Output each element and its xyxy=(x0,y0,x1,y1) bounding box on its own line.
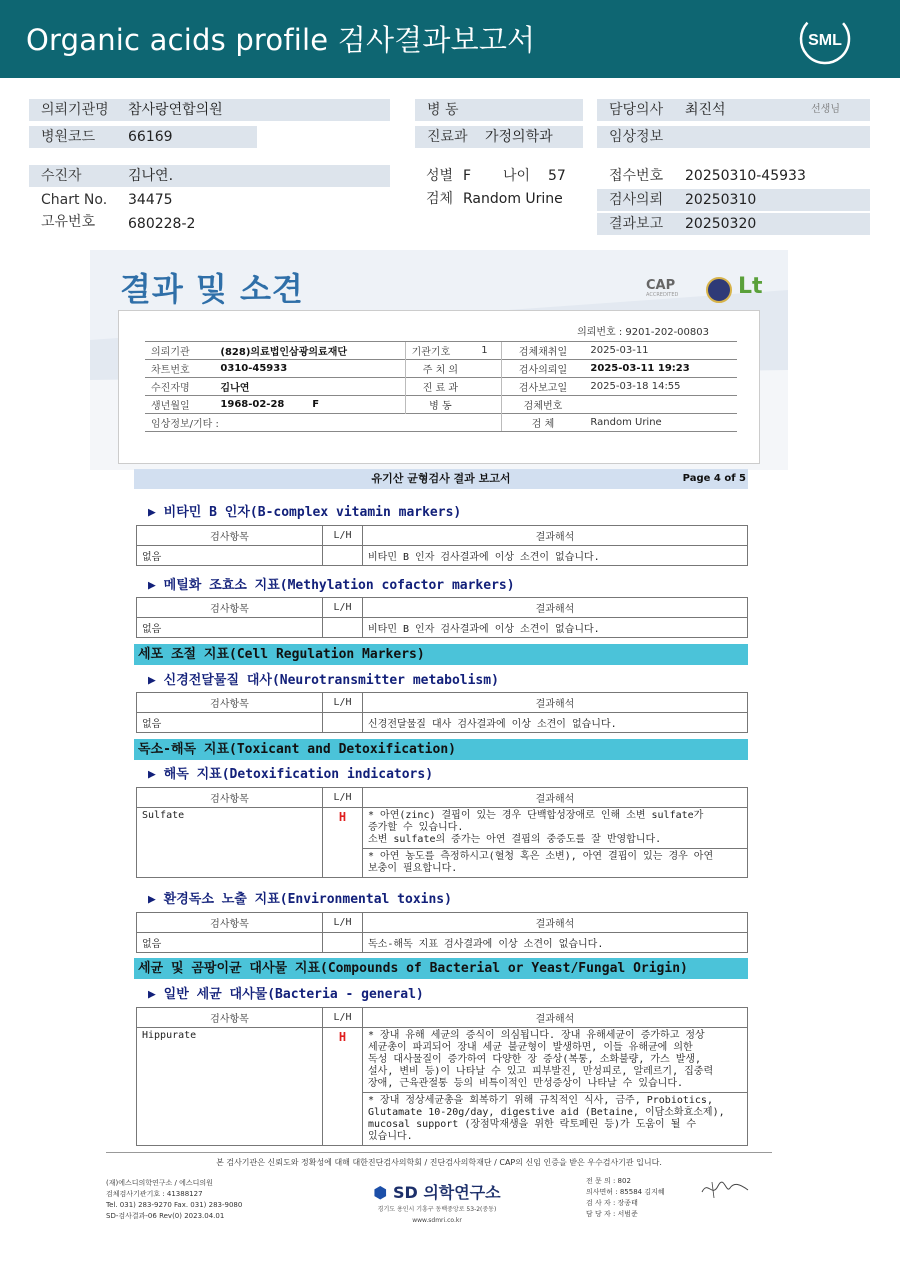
info-cell xyxy=(214,396,405,414)
lh-cell xyxy=(323,618,363,638)
clinical-info-field xyxy=(597,126,870,148)
section-heading: ▶ 신경전달물질 대사(Neurotransmitter metabolism) xyxy=(148,673,499,688)
item-cell: 없음 xyxy=(137,546,323,566)
report-bar-title xyxy=(134,469,748,489)
header-item: 검사항목 xyxy=(137,693,323,713)
info-cell: 2025-03-11 19:23 xyxy=(584,360,737,378)
info-cell: 검사보고일 xyxy=(501,378,584,396)
header-item: 검사항목 xyxy=(137,526,323,546)
section-heading: ▶ 해독 지표(Detoxification indicators) xyxy=(148,767,434,782)
age-value: 57 xyxy=(548,168,566,184)
signature-image xyxy=(700,1178,750,1200)
clinical-info-label: 임상정보 xyxy=(609,129,664,145)
info-cell: 검체채취일 xyxy=(501,342,584,360)
footer-brand-text: SD 의학연구소 xyxy=(392,1183,501,1202)
item-cell: 없음 xyxy=(137,713,323,733)
header-interp: 결과해석 xyxy=(363,788,748,808)
info-cell: 기관기호 xyxy=(405,342,475,360)
header-interp: 결과해석 xyxy=(363,526,748,546)
footer-signatories xyxy=(586,1176,665,1220)
bar-title-text: 유기산 균형검사 결과 보고서 xyxy=(371,472,511,485)
item-cell: 없음 xyxy=(137,618,323,638)
info-cell: 진 료 과 xyxy=(405,378,475,396)
footer-line: 전 문 의 : 802 xyxy=(586,1177,631,1185)
interp-line: 설사, 변비 등)이 나타날 수 있고 피부발진, 만성피로, 알레르기, 집중력 xyxy=(368,1066,714,1077)
interp-line: 세균총이 파괴되어 장내 세균 불균형이 발생하면, 이들 유해균에 의한 xyxy=(368,1042,693,1053)
doctor-label: 담당의사 xyxy=(609,102,664,118)
info-cell: 수진자명 xyxy=(145,378,214,396)
result-table xyxy=(136,912,748,953)
item-cell: 없음 xyxy=(137,933,323,953)
info-cell: Random Urine xyxy=(584,414,737,432)
cap-logo: CAP xyxy=(646,278,676,293)
requesting-org-value: 참사랑연합의원 xyxy=(128,102,223,118)
header-item: 검사항목 xyxy=(137,598,323,618)
result-table xyxy=(136,525,748,566)
header-interp: 결과해석 xyxy=(363,913,748,933)
info-cell: 김나연 xyxy=(214,378,405,396)
interp-line: * 장내 정상세균총을 회복하기 위해 규칙적인 식사, 금주, Probiotics, xyxy=(368,1095,713,1106)
patient-field xyxy=(29,165,390,187)
category-bar: 세포 조절 지표(Cell Regulation Markers) xyxy=(134,644,748,665)
sex-mark: F xyxy=(312,399,320,410)
info-row xyxy=(145,378,737,396)
info-cell: 2025-03-18 14:55 xyxy=(584,378,737,396)
report-date-field xyxy=(597,213,870,235)
interp-cell xyxy=(363,1028,748,1093)
interp-line: 증가할 수 있습니다. xyxy=(368,822,464,833)
header-lh: L/H xyxy=(323,693,363,713)
department-field xyxy=(415,126,583,148)
receipt-value: 20250310-45933 xyxy=(685,168,806,184)
info-cell: 임상정보/기타 : xyxy=(145,414,405,432)
header-item: 검사항목 xyxy=(137,1008,323,1028)
result-table xyxy=(136,1007,748,1146)
info-cell: 1 xyxy=(475,342,501,360)
chart-label: Chart No. xyxy=(41,192,108,208)
header-lh: L/H xyxy=(323,788,363,808)
header-lh: L/H xyxy=(323,913,363,933)
header-lh: L/H xyxy=(323,598,363,618)
interp-cell: 신경전달물질 대사 검사결과에 이상 소견이 없습니다. xyxy=(363,713,748,733)
report-value: 20250320 xyxy=(685,216,757,232)
info-cell: 생년월일 xyxy=(145,396,214,414)
header-banner xyxy=(0,0,900,78)
info-cell: 2025-03-11 xyxy=(584,342,737,360)
sml-logo-icon xyxy=(798,12,852,66)
birth-date: 1968-02-28 xyxy=(220,399,285,410)
table-row xyxy=(137,618,748,638)
table-header-row xyxy=(137,526,748,546)
interp-cell: 비타민 B 인자 검사결과에 이상 소견이 없습니다. xyxy=(363,618,748,638)
lab-logo: Lt xyxy=(738,274,763,299)
info-cell xyxy=(584,396,737,414)
report-label: 결과보고 xyxy=(609,216,664,232)
info-cell: 0310-45933 xyxy=(214,360,405,378)
footer-line: Tel. 031) 283-9270 Fax. 031) 283-9080 xyxy=(106,1201,243,1209)
header-item: 검사항목 xyxy=(137,913,323,933)
header-interp: 결과해석 xyxy=(363,693,748,713)
doctor-suffix: 선생님 xyxy=(811,104,840,115)
lh-cell: H xyxy=(323,808,363,878)
table-row xyxy=(137,808,748,849)
requesting-org-label: 의뢰기관명 xyxy=(41,102,109,118)
lh-cell xyxy=(323,546,363,566)
interp-line: Glutamate 10-20g/day, digestive aid (Betaine, 이담소화효소제), xyxy=(368,1107,725,1118)
footer-brand-block xyxy=(362,1180,512,1225)
section-heading: ▶ 메틸화 조효소 지표(Methylation cofactor markers) xyxy=(148,578,515,593)
info-row xyxy=(145,414,737,432)
footer-line: SD-검사결과-06 Rev(0) 2023.04.01 xyxy=(106,1212,225,1220)
interp-cell xyxy=(363,1093,748,1146)
table-header-row xyxy=(137,1008,748,1028)
table-header-row xyxy=(137,598,748,618)
department-value: 가정의학과 xyxy=(485,129,553,145)
section-heading: ▶ 비타민 B 인자(B-complex vitamin markers) xyxy=(148,505,462,520)
ward-label: 병 동 xyxy=(427,102,459,118)
request-label: 검사의뢰 xyxy=(609,192,664,208)
footer-brand xyxy=(362,1180,512,1203)
request-date-field xyxy=(597,189,870,211)
report-title: 결과 및 소견 xyxy=(120,270,304,308)
table-row xyxy=(137,1028,748,1093)
specimen-value: Random Urine xyxy=(463,191,563,207)
footer-line: 담 당 자 : 서범준 xyxy=(586,1210,638,1218)
specimen-info-box xyxy=(118,310,760,464)
unique-value: 680228-2 xyxy=(128,216,196,232)
interp-line: * 아연 농도를 측정하시고(혈청 혹은 소변), 아연 결핍이 있는 경우 아연 xyxy=(368,851,714,862)
footer-line: 검 사 자 : 장종태 xyxy=(586,1199,638,1207)
footer-address: 경기도 용인시 기흥구 동백중앙로 53-2(중동) xyxy=(377,1206,497,1213)
request-number: 의뢰번호 : 9201-202-00803 xyxy=(577,327,709,338)
interp-line: mucosal support (장점막재생을 위한 락토페린 등)가 도움이 될 수 xyxy=(368,1119,697,1130)
category-bar: 독소-해독 지표(Toxicant and Detoxification) xyxy=(134,739,748,760)
svg-text:SML: SML xyxy=(808,32,842,49)
sd-logo-icon: ⬢ xyxy=(373,1183,388,1202)
info-cell: 검사의뢰일 xyxy=(501,360,584,378)
lh-cell: H xyxy=(323,1028,363,1146)
footer-line: 의사면허 : 85584 김지혜 xyxy=(586,1188,665,1196)
info-cell: 의뢰기관 xyxy=(145,342,214,360)
info-cell: 차트번호 xyxy=(145,360,214,378)
requesting-org-field xyxy=(29,99,390,121)
item-cell: Sulfate xyxy=(137,808,323,878)
interp-cell xyxy=(363,849,748,878)
info-row xyxy=(145,342,737,360)
sex-value: F xyxy=(463,168,472,184)
page-title: Organic acids profile 검사결과보고서 xyxy=(26,23,536,57)
hospital-code-value: 66169 xyxy=(128,129,173,145)
receipt-label: 접수번호 xyxy=(609,168,664,184)
item-cell: Hippurate xyxy=(137,1028,323,1146)
category-bar: 세균 및 곰팡이균 대사물 지표(Compounds of Bacterial or Yeast/Fungal Origin) xyxy=(134,958,748,979)
department-label: 진료과 xyxy=(427,129,468,145)
footer-lab-info xyxy=(106,1178,242,1222)
interp-cell xyxy=(363,808,748,849)
info-cell xyxy=(475,360,501,378)
result-table xyxy=(136,787,748,878)
table-row xyxy=(137,933,748,953)
section-heading: ▶ 일반 세균 대사물(Bacteria - general) xyxy=(148,987,424,1002)
info-row xyxy=(145,360,737,378)
info-cell xyxy=(475,396,501,414)
section-heading: ▶ 환경독소 노출 지표(Environmental toxins) xyxy=(148,892,452,907)
footer-line: (재)에스디의학연구소 / 에스디의원 xyxy=(106,1179,213,1187)
table-row xyxy=(137,546,748,566)
footer-divider xyxy=(106,1152,772,1153)
sex-label: 성별 xyxy=(426,168,454,184)
ward-field xyxy=(415,99,583,121)
cap-accredited: ACCREDITED xyxy=(646,292,679,298)
header-interp: 결과해석 xyxy=(363,598,748,618)
patient-value: 김나연. xyxy=(128,168,174,184)
footer-disclaimer: 본 검사기관은 신뢰도와 정확성에 대해 대한진단검사의학회 / 진단검사의학재단 / CAP의 신임 인증을 받은 우수검사기관 입니다. xyxy=(216,1158,662,1167)
specimen-label: 검체 xyxy=(426,191,454,207)
patient-label: 수진자 xyxy=(41,168,82,184)
specimen-info-table xyxy=(145,341,737,432)
request-value: 20250310 xyxy=(685,192,757,208)
result-table xyxy=(136,692,748,733)
footer-line: 검체검사기관기호 : 41388127 xyxy=(106,1190,203,1198)
lh-cell xyxy=(323,933,363,953)
result-table xyxy=(136,597,748,638)
info-row xyxy=(145,396,737,414)
info-cell: 검 체 xyxy=(501,414,584,432)
table-header-row xyxy=(137,913,748,933)
info-cell xyxy=(475,378,501,396)
interp-line: * 아연(zinc) 결핍이 있는 경우 단백합성장애로 인해 소변 sulfate가 xyxy=(368,810,704,821)
interp-line: 장애, 근육관절통 등의 비특이적인 만성증상이 나타날 수 있습니다. xyxy=(368,1078,684,1089)
hospital-code-label: 병원코드 xyxy=(41,129,96,145)
age-label: 나이 xyxy=(503,168,531,184)
interp-line: 보충이 필요합니다. xyxy=(368,863,458,874)
table-row xyxy=(137,713,748,733)
table-header-row xyxy=(137,788,748,808)
info-cell xyxy=(405,414,501,432)
unique-label: 고유번호 xyxy=(41,214,96,230)
header-lh: L/H xyxy=(323,1008,363,1028)
chart-value: 34475 xyxy=(128,192,173,208)
interp-line: * 장내 유해 세균의 증식이 의심됩니다. 장내 유해세균이 증가하고 정상 xyxy=(368,1030,705,1041)
interp-line: 소변 sulfate의 증가는 아연 결핍의 중증도를 잘 반영합니다. xyxy=(368,834,662,845)
interp-cell: 비타민 B 인자 검사결과에 이상 소견이 없습니다. xyxy=(363,546,748,566)
doctor-value: 최진석 xyxy=(685,102,726,118)
report-page xyxy=(90,250,788,1265)
header-lh: L/H xyxy=(323,526,363,546)
info-cell: 주 치 의 xyxy=(405,360,475,378)
page-number: Page 4 of 5 xyxy=(682,473,746,484)
header-item: 검사항목 xyxy=(137,788,323,808)
footer-website: www.sdmri.co.kr xyxy=(412,1217,462,1224)
interp-cell: 독소-해독 지표 검사결과에 이상 소견이 없습니다. xyxy=(363,933,748,953)
info-cell: (828)의료법인삼광의료재단 xyxy=(214,342,405,360)
doctor-field xyxy=(597,99,870,121)
info-cell: 병 동 xyxy=(405,396,475,414)
header-interp: 결과해석 xyxy=(363,1008,748,1028)
seal-icon xyxy=(706,277,732,303)
table-header-row xyxy=(137,693,748,713)
hospital-code-field xyxy=(29,126,257,148)
lh-cell xyxy=(323,713,363,733)
interp-line: 있습니다. xyxy=(368,1131,413,1142)
info-cell: 검체번호 xyxy=(501,396,584,414)
interp-line: 독성 대사물질이 증가하여 다양한 장 증상(복통, 소화불량, 가스 발생, xyxy=(368,1054,702,1065)
